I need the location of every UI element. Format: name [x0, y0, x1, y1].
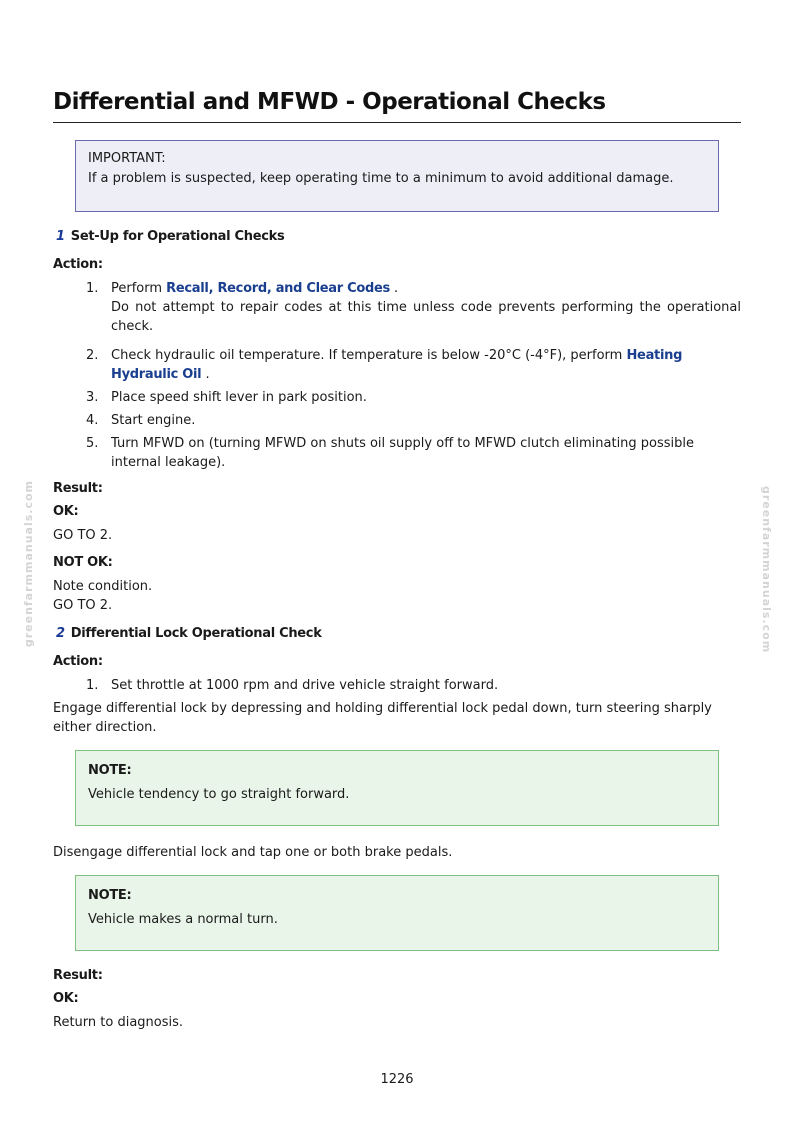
- step-1-not-ok-goto: GO TO 2.: [53, 598, 113, 613]
- list-item-number: 5.: [86, 436, 99, 451]
- important-text: If a problem is suspected, keep operating time to a minimum to avoid additional damage.: [88, 171, 674, 186]
- step-2-ok-label: OK:: [53, 991, 79, 1006]
- list-item-text: .: [389, 281, 399, 296]
- note-box: [75, 750, 719, 826]
- heating-hydraulic-oil-link[interactable]: Heating Hydraulic Oil: [111, 348, 683, 382]
- step-1-ok-text: GO TO 2.: [53, 528, 113, 543]
- note-text: Vehicle tendency to go straight forward.: [88, 787, 350, 802]
- list-item-number: 4.: [86, 413, 99, 428]
- step-1-not-ok-label: NOT OK:: [53, 555, 113, 570]
- step-1-ok-label: OK:: [53, 504, 79, 519]
- list-item: [86, 388, 741, 407]
- step-1-not-ok-text: Note condition.: [53, 579, 153, 594]
- list-item: [86, 279, 741, 336]
- step-1-title: Set-Up for Operational Checks: [70, 229, 285, 244]
- list-item-text: Check hydraulic oil temperature. If temperature is below -20°C (-4°F), perform: [111, 348, 627, 363]
- recall-record-clear-codes-link[interactable]: Recall, Record, and Clear Codes: [166, 281, 390, 296]
- list-item-text: Set throttle at 1000 rpm and drive vehicle straight forward.: [111, 678, 499, 693]
- list-item: [86, 411, 741, 430]
- step-2-paragraph-2: Disengage differential lock and tap one or both brake pedals.: [53, 845, 453, 860]
- list-item-number: 1.: [86, 281, 99, 296]
- list-item-text: Place speed shift lever in park position.: [111, 390, 367, 405]
- list-item: [86, 434, 741, 472]
- list-item-text: Turn MFWD on (turning MFWD on shuts oil supply off to MFWD clutch eliminating possible internal leakage).: [111, 436, 695, 470]
- important-box: [75, 140, 719, 212]
- list-item-text: Do not attempt to repair codes at this time unless code prevents performing the operational check.: [111, 300, 741, 334]
- step-1-result-label: Result:: [53, 481, 103, 496]
- step-2-paragraph-1: Engage differential lock by depressing and holding differential lock pedal down, turn steering sharply either direction.: [53, 701, 712, 735]
- note-label: NOTE:: [88, 888, 132, 903]
- step-2-number: 2: [56, 626, 65, 641]
- note-box: [75, 875, 719, 951]
- list-item: [86, 346, 741, 384]
- watermark-right: greenfarmmanuals.com: [760, 486, 773, 654]
- note-label: NOTE:: [88, 763, 132, 778]
- list-item-number: 2.: [86, 348, 99, 363]
- step-2-action-label: Action:: [53, 654, 103, 669]
- step-1-heading: [56, 229, 284, 244]
- list-item-text: Perform: [111, 281, 167, 296]
- list-item-number: 1.: [86, 678, 99, 693]
- page-number: 1226: [380, 1072, 414, 1087]
- list-item-number: 3.: [86, 390, 99, 405]
- step-1-action-label: Action:: [53, 257, 103, 272]
- step-2-heading: [56, 626, 322, 641]
- step-2-title: Differential Lock Operational Check: [70, 626, 322, 641]
- step-2-ok-text: Return to diagnosis.: [53, 1015, 184, 1030]
- watermark-left: greenfarmmanuals.com: [22, 480, 35, 648]
- list-item: [86, 676, 741, 695]
- list-item-content: [111, 279, 741, 336]
- note-text: Vehicle makes a normal turn.: [88, 912, 278, 927]
- important-label: IMPORTANT:: [88, 151, 166, 166]
- step-1-number: 1: [56, 229, 65, 244]
- list-item-content: [111, 346, 741, 384]
- list-item-text: Start engine.: [111, 413, 196, 428]
- step-2-result-label: Result:: [53, 968, 103, 983]
- list-item-text: .: [201, 367, 210, 382]
- page-title: Differential and MFWD - Operational Checks: [53, 86, 741, 123]
